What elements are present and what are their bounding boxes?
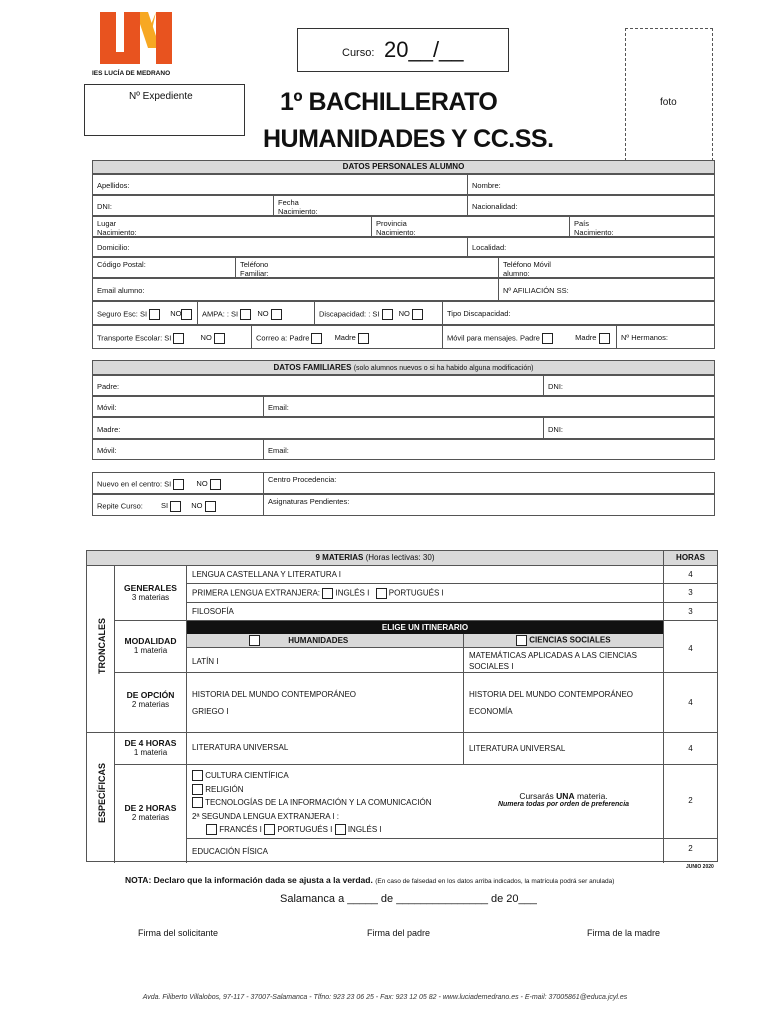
economia-row: ECONOMÍA: [469, 707, 513, 716]
seguro-si-label: Seguro Esc: SI: [97, 309, 148, 319]
tel-movil-field[interactable]: Teléfono Móvil alumno:: [498, 258, 578, 277]
horas-header: HORAS: [664, 551, 717, 566]
transporte-si-checkbox[interactable]: [173, 333, 184, 344]
extranjera-row: [187, 584, 664, 603]
generales-label: GENERALES: [124, 583, 177, 593]
row-repite: [92, 494, 715, 516]
discap-no-checkbox[interactable]: [412, 309, 423, 320]
literatura-hum: LITERATURA UNIVERSAL: [187, 733, 464, 765]
tel-familiar-field[interactable]: Teléfono Familiar:: [235, 258, 295, 277]
portugues-checkbox[interactable]: [376, 588, 387, 599]
cuatro-sub: 1 materia: [133, 748, 168, 757]
localidad-field[interactable]: Localidad:: [467, 238, 714, 256]
frances-checkbox[interactable]: [206, 824, 217, 835]
transporte-si-label: Transporte Escolar: SI: [97, 333, 172, 343]
correo-padre-label: Correo a: Padre: [256, 333, 310, 343]
row-seguro: [92, 301, 715, 325]
firma-madre[interactable]: Firma de la madre: [587, 928, 661, 938]
transporte-no-checkbox[interactable]: [214, 333, 225, 344]
photo-label: foto: [660, 97, 677, 108]
provincia-field[interactable]: Provincia Nacimiento:: [371, 217, 431, 236]
repite-no-label: NO: [191, 501, 203, 511]
ef-hours: 2: [688, 844, 693, 853]
frances-label: FRANCÉS I: [219, 825, 262, 834]
ciencias-option[interactable]: [464, 634, 664, 648]
generales-sub: 3 materias: [131, 593, 170, 602]
humanidades-checkbox[interactable]: [249, 635, 260, 646]
lengua-row: LENGUA CASTELLANA Y LITERATURA I: [187, 566, 664, 584]
materias-header-title: 9 MATERIAS: [315, 553, 364, 562]
fecha-field[interactable]: Fecha Nacimiento:: [273, 196, 343, 215]
cursaras-label: Cursarás: [519, 791, 554, 801]
ingles-label: INGLÉS I: [335, 588, 370, 598]
row-apellidos: [92, 174, 715, 195]
opcion-sub: 2 materias: [131, 700, 170, 709]
row-domicilio: [92, 237, 715, 257]
firma-solicitante[interactable]: Firma del solicitante: [138, 928, 219, 938]
materias-header: [87, 551, 664, 566]
dos-hours: 2: [664, 765, 717, 839]
expediente-label: Nº Expediente: [129, 91, 193, 102]
troncales-label: TRONCALES: [97, 618, 107, 674]
nuevo-no-checkbox[interactable]: [210, 479, 221, 490]
ampa-si-label: AMPA: : SI: [202, 309, 239, 319]
ingles-checkbox[interactable]: [322, 588, 333, 599]
modalidad-hours: 4: [664, 621, 717, 673]
pais-field[interactable]: País Nacimiento:: [569, 217, 629, 236]
dos-label: DE 2 HORAS: [124, 803, 177, 813]
movil-padre-label: Móvil para mensajes. Padre: [447, 333, 540, 343]
dos-sub: 2 materias: [131, 813, 170, 822]
movil-madre-checkbox[interactable]: [599, 333, 610, 344]
portugues-label: PORTUGUÉS I: [388, 588, 444, 598]
portugues2-checkbox[interactable]: [264, 824, 275, 835]
historia-hum: HISTORIA DEL MUNDO CONTEMPORÁNEO: [192, 690, 357, 699]
ef-row: EDUCACIÓN FÍSICA: [187, 839, 664, 863]
numera-note: Numera todas por orden de preferencia: [497, 801, 630, 808]
matematicas-row: MATEMÁTICAS APLICADAS A LAS CIENCIAS SOCIALES I: [464, 648, 664, 673]
tic-label: TECNOLOGÍAS DE LA INFORMACIÓN Y LA COMUNICACIÓN: [205, 798, 432, 807]
nota-bold: NOTA: Declaro que la información dada se ajusta a la verdad.: [125, 875, 373, 885]
lugar-field[interactable]: Lugar Nacimiento:: [97, 219, 137, 237]
discap-si-label: Discapacidad: : SI: [319, 309, 380, 319]
row-email: [92, 278, 715, 301]
familiar-header-note: (solo alumnos nuevos o si ha habido alguna modificación): [353, 365, 534, 372]
row-padre: [92, 375, 715, 396]
email-field[interactable]: Email alumno:: [97, 286, 145, 295]
madre-movil-field[interactable]: Móvil:: [97, 446, 117, 455]
photo-box[interactable]: [625, 28, 713, 161]
filosofia-hours: 3: [664, 603, 717, 621]
extranjera-label: PRIMERA LENGUA EXTRANJERA:: [192, 588, 321, 598]
humanidades-option[interactable]: [187, 634, 464, 648]
latin-row: LATÍN I: [187, 648, 464, 673]
page-subtitle: HUMANIDADES Y CC.SS.: [263, 125, 554, 153]
correo-madre-label: Madre: [334, 333, 356, 343]
lugar-fecha[interactable]: Salamanca a _____ de _______________ de 20___: [280, 893, 537, 905]
row-padre-movil: [92, 396, 715, 417]
modalidad-sub: 1 materia: [133, 646, 168, 655]
seguro-si-checkbox[interactable]: [149, 309, 160, 320]
ciencias-label: CIENCIAS SOCIALES: [529, 635, 611, 645]
ampa-no-label: NO: [257, 309, 269, 319]
footer-address: Avda. Filiberto Villalobos, 97-117 - 37007-Salamanca - Tlfno: 923 23 06 25 - Fax: 923 12 05 82 - www.luciademedrano.es - E-mail: 37005861@educa.jcyl.es: [142, 994, 628, 1001]
padre-dni-field[interactable]: DNI:: [543, 376, 714, 395]
ciencias-checkbox[interactable]: [516, 635, 527, 646]
lengua-hours: 4: [664, 566, 717, 584]
ingles2-checkbox[interactable]: [335, 824, 346, 835]
especificas-label: ESPECÍFICAS: [97, 763, 107, 824]
familiar-header: [92, 360, 715, 375]
row-madre: [92, 417, 715, 439]
materias-table: [86, 550, 718, 862]
una-label: UNA: [556, 791, 575, 801]
cultura-label: CULTURA CIENTÍFICA: [205, 771, 289, 780]
row-transporte: [92, 325, 715, 349]
expediente-box[interactable]: [84, 84, 245, 136]
nacionalidad-field[interactable]: Nacionalidad:: [467, 196, 714, 215]
tipo-discap-field[interactable]: Tipo Discapacidad:: [442, 302, 714, 324]
procedencia-field[interactable]: Centro Procedencia:: [263, 473, 714, 493]
cultura-checkbox[interactable]: [192, 770, 203, 781]
dni-field[interactable]: DNI:: [97, 202, 112, 211]
correo-madre-checkbox[interactable]: [358, 333, 369, 344]
school-logo: [100, 12, 172, 68]
nuevo-no-label: NO: [196, 479, 208, 489]
filosofia-row: FILOSOFÍA: [187, 603, 664, 621]
ingles2-label: INGLÉS I: [347, 825, 382, 834]
seguro-no-label: NO: [170, 309, 182, 319]
seguro-no-checkbox[interactable]: [181, 309, 192, 320]
historia-ccss: HISTORIA DEL MUNDO CONTEMPORÁNEO: [469, 690, 634, 699]
nuevo-si-checkbox[interactable]: [173, 479, 184, 490]
apellidos-field[interactable]: Apellidos:: [97, 181, 130, 190]
modalidad-label: MODALIDAD: [124, 636, 177, 646]
ampa-si-checkbox[interactable]: [240, 309, 251, 320]
extranjera-hours: 3: [664, 584, 717, 603]
page-title: 1º BACHILLERATO: [280, 88, 498, 116]
humanidades-label: HUMANIDADES: [288, 635, 349, 645]
griego-row: GRIEGO I: [192, 707, 229, 716]
opcion-label: DE OPCIÓN: [126, 690, 175, 700]
discap-si-checkbox[interactable]: [382, 309, 393, 320]
nota-rest: (En caso de falsedad en los datos arriba indicados, la matrícula podrá ser anulada): [375, 878, 615, 885]
curso-value: 20__/__: [384, 37, 464, 62]
repite-si-label: SI: [160, 501, 169, 511]
cuatro-label: DE 4 HORAS: [124, 738, 177, 748]
materias-header-note: (Horas lectivas: 30): [365, 553, 435, 562]
junio-note: JUNIO 2020: [686, 864, 714, 870]
religion-label: RELIGIÓN: [205, 784, 244, 794]
nuevo-si-label: Nuevo en el centro: SI: [97, 479, 172, 489]
padre-email-field[interactable]: Email:: [263, 397, 714, 416]
logo-caption: IES LUCÍA DE MEDRANO: [92, 70, 171, 77]
row-nuevo: [92, 472, 715, 494]
repite-no-checkbox[interactable]: [205, 501, 216, 512]
materia-label: materia.: [576, 791, 608, 801]
row-cp: [92, 257, 715, 278]
movil-madre-label: Madre: [575, 333, 597, 343]
transporte-no-label: NO: [200, 333, 212, 343]
religion-checkbox[interactable]: [192, 784, 203, 795]
curso-box[interactable]: [297, 28, 509, 72]
discap-no-label: NO: [398, 309, 410, 319]
cp-field[interactable]: Código Postal:: [97, 260, 146, 269]
madre-field[interactable]: Madre:: [97, 425, 121, 434]
repite-si-checkbox[interactable]: [170, 501, 181, 512]
hermanos-field[interactable]: Nº Hermanos:: [616, 326, 714, 348]
cuatro-hours: 4: [664, 733, 717, 765]
pendientes-field[interactable]: Asignaturas Pendientes:: [263, 495, 714, 515]
correo-padre-checkbox[interactable]: [311, 333, 322, 344]
ampa-no-checkbox[interactable]: [271, 309, 282, 320]
domicilio-field[interactable]: Domicilio:: [97, 243, 130, 252]
firma-padre[interactable]: Firma del padre: [367, 928, 431, 938]
madre-dni-field[interactable]: DNI:: [543, 418, 714, 438]
curso-label: Curso:: [342, 47, 375, 59]
padre-field[interactable]: Padre:: [97, 382, 120, 391]
nombre-field[interactable]: Nombre:: [467, 175, 714, 194]
literatura-ccss: LITERATURA UNIVERSAL: [464, 733, 664, 765]
portugues2-label: PORTUGUÉS I: [277, 825, 333, 834]
nota: [125, 875, 614, 885]
padre-movil-field[interactable]: Móvil:: [97, 403, 117, 412]
row-dni: [92, 195, 715, 216]
repite-label: Repite Curso:: [97, 501, 143, 511]
personal-header: DATOS PERSONALES ALUMNO: [92, 160, 715, 174]
afiliacion-field[interactable]: Nº AFILIACIÓN SS:: [498, 279, 714, 300]
movil-padre-checkbox[interactable]: [542, 333, 553, 344]
row-madre-movil: [92, 439, 715, 460]
itinerario-header: ELIGE UN ITINERARIO: [187, 621, 664, 634]
opcion-hours: 4: [664, 673, 717, 733]
tic-checkbox[interactable]: [192, 797, 203, 808]
familiar-header-title: DATOS FAMILIARES: [273, 363, 352, 372]
madre-email-field[interactable]: Email:: [263, 440, 714, 459]
segunda-label: 2ª SEGUNDA LENGUA EXTRANJERA I :: [192, 811, 340, 821]
row-lugar: [92, 216, 715, 237]
